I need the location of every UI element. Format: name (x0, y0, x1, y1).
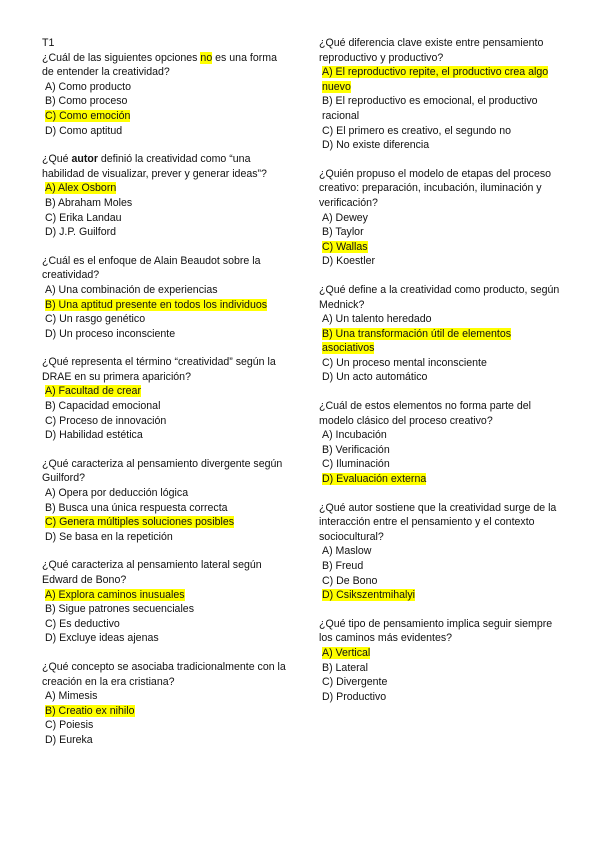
answer-text: A) Maslow (322, 545, 372, 558)
answer-text: D) Un acto automático (322, 371, 428, 384)
answer-option (42, 384, 290, 399)
question-text (319, 399, 565, 428)
answer-option (42, 602, 290, 617)
answer-text: D) Como aptitud (45, 124, 123, 137)
correct-answer-text: A) Alex Osborn (45, 182, 117, 195)
answer-option (42, 689, 290, 704)
answer-text: B) Abraham Moles (45, 196, 133, 209)
answer-option (319, 65, 565, 94)
question-text (319, 617, 565, 646)
left-column (42, 36, 290, 762)
answer-option (42, 196, 290, 211)
correct-answer-text: A) El reproductivo repite, el productivo crea algo nuevo (322, 66, 549, 93)
answer-text: A) Una combinación de experiencias (45, 283, 218, 296)
answer-text: D) Se basa en la repetición (45, 530, 173, 543)
answer-option (42, 181, 290, 196)
answer-text: C) Divergente (322, 676, 388, 689)
answer-option (319, 240, 565, 255)
answer-option (42, 109, 290, 124)
correct-answer-text: A) Facultad de crear (45, 385, 141, 398)
answer-option (319, 646, 565, 661)
correct-answer-text: B) Una aptitud presente en todos los individuos (45, 298, 268, 311)
question-block (319, 617, 565, 705)
question-text-part: definió la creatividad como “una habilidad de visualizar, prever y generar ideas”? (42, 153, 267, 180)
answer-option (319, 675, 565, 690)
question-block (42, 558, 290, 646)
answer-text: D) Habilidad estética (45, 429, 143, 442)
question-text (319, 283, 565, 312)
question-text (42, 51, 290, 80)
correct-answer-text: C) Como emoción (45, 109, 131, 122)
answer-text: D) J.P. Guilford (45, 226, 117, 239)
answer-option (42, 530, 290, 545)
question-text-part: ¿Qué concepto se asociaba tradicionalmente con la creación en la era cristiana? (42, 660, 286, 688)
answer-text: C) Iluminación (322, 458, 390, 471)
answer-text: D) No existe diferencia (322, 139, 430, 152)
answer-option (319, 457, 565, 472)
correct-answer-text: B) Una transformación útil de elementos asociativos (322, 327, 512, 355)
question-text-part: ¿Cuál es el enfoque de Alain Beaudot sobre la creatividad? (42, 254, 261, 282)
answer-text: D) Productivo (322, 690, 387, 703)
question-block (42, 660, 290, 748)
question-block (42, 51, 290, 139)
answer-text: D) Excluye ideas ajenas (45, 632, 159, 645)
question-text (319, 501, 565, 545)
answer-text: B) Sigue patrones secuenciales (45, 603, 194, 616)
question-block (42, 457, 290, 545)
answer-text: B) Capacidad emocional (45, 400, 161, 413)
answer-option (42, 414, 290, 429)
question-text (42, 254, 290, 283)
answer-option (42, 211, 290, 226)
answer-option (319, 138, 565, 153)
answer-option (319, 94, 565, 123)
question-text (319, 36, 565, 65)
question-keyword: no (200, 51, 213, 64)
correct-answer-text: C) Genera múltiples soluciones posibles (45, 516, 235, 529)
question-text (42, 457, 290, 486)
question-block (42, 355, 290, 443)
answer-text: D) Eureka (45, 733, 93, 746)
answer-option (42, 501, 290, 516)
answer-option (42, 733, 290, 748)
correct-answer-text: D) Csikszentmihalyi (322, 589, 416, 602)
answer-option (42, 80, 290, 95)
answer-text: B) Freud (322, 560, 364, 572)
document-title: T1 (42, 37, 55, 49)
answer-option (319, 211, 565, 226)
answer-text: B) El reproductivo es emocional, el productivo racional (322, 95, 538, 122)
answer-option (319, 472, 565, 487)
answer-text: B) Lateral (322, 661, 368, 674)
question-text-part: ¿Cuál de las siguientes opciones (42, 51, 201, 64)
question-block (319, 283, 565, 385)
question-text-part: ¿Qué (42, 153, 72, 166)
left-question-list (42, 51, 290, 748)
answer-text: A) Como producto (45, 80, 131, 93)
answer-option (42, 718, 290, 733)
correct-answer-text: A) Vertical (322, 646, 371, 659)
question-text-part: ¿Quién propuso el modelo de etapas del proceso creativo: preparación, incubación, iluminación y verificación? (319, 167, 552, 209)
question-text-part: ¿Qué define a la creatividad como producto, según Mednick? (319, 283, 560, 311)
answer-text: B) Como proceso (45, 95, 128, 108)
answer-option (319, 544, 565, 559)
correct-answer-text: C) Wallas (322, 240, 368, 253)
answer-option (319, 661, 565, 676)
answer-option (319, 559, 565, 574)
question-text (42, 355, 290, 384)
answer-text: C) Un proceso mental inconsciente (322, 356, 487, 369)
answer-option (42, 124, 290, 139)
question-block (42, 254, 290, 342)
question-text-part: ¿Cuál de estos elementos no forma parte del modelo clásico del proceso creativo? (319, 400, 531, 427)
answer-text: B) Verificación (322, 443, 390, 456)
question-block (319, 399, 565, 487)
question-text-part: ¿Qué caracteriza al pensamiento lateral según Edward de Bono? (42, 559, 262, 586)
answer-option (42, 515, 290, 530)
answer-option (42, 486, 290, 501)
correct-answer-text: B) Creatio ex nihilo (45, 704, 135, 717)
answer-option (319, 690, 565, 705)
answer-option (319, 588, 565, 603)
question-text (42, 558, 290, 587)
answer-text: C) Poiesis (45, 719, 94, 732)
answer-option (319, 356, 565, 371)
answer-option (319, 254, 565, 269)
answer-text: A) Mimesis (45, 690, 98, 703)
answer-text: C) De Bono (322, 574, 378, 587)
answer-option (42, 631, 290, 646)
question-text-part: ¿Qué representa el término “creatividad” según la DRAE en su primera aparición? (42, 356, 276, 383)
answer-option (319, 124, 565, 139)
answer-option (319, 428, 565, 443)
answer-text: B) Busca una única respuesta correcta (45, 501, 228, 514)
answer-option (42, 225, 290, 240)
answer-text: B) Taylor (322, 226, 364, 239)
answer-option (319, 225, 565, 240)
question-block (319, 501, 565, 603)
question-block (319, 167, 565, 269)
answer-text: D) Koestler (322, 255, 375, 268)
answer-text: C) Proceso de innovación (45, 414, 167, 427)
question-block (42, 152, 290, 240)
answer-option (319, 574, 565, 589)
answer-text: C) Es deductivo (45, 617, 120, 630)
answer-option (42, 704, 290, 719)
answer-text: D) Un proceso inconsciente (45, 327, 176, 340)
question-keyword: autor (71, 153, 98, 166)
right-question-list (319, 36, 565, 704)
answer-text: C) Erika Landau (45, 211, 122, 224)
answer-option (42, 428, 290, 443)
question-text-part: ¿Qué autor sostiene que la creatividad surge de la interacción entre el pensamiento y el contexto sociocultural? (319, 501, 557, 543)
question-text-part: ¿Qué caracteriza al pensamiento divergente según Guilford? (42, 457, 283, 485)
answer-option (42, 283, 290, 298)
correct-answer-text: A) Explora caminos inusuales (45, 588, 185, 601)
question-text (42, 152, 290, 181)
answer-option (319, 443, 565, 458)
right-column (319, 36, 565, 718)
answer-text: A) Incubación (322, 429, 387, 442)
answer-option (319, 370, 565, 385)
answer-text: C) El primero es creativo, el segundo no (322, 124, 512, 137)
answer-text: C) Un rasgo genético (45, 313, 146, 326)
answer-option (42, 94, 290, 109)
answer-option (319, 327, 565, 356)
correct-answer-text: D) Evaluación externa (322, 473, 427, 486)
answer-text: A) Dewey (322, 211, 368, 224)
answer-text: A) Opera por deducción lógica (45, 487, 189, 500)
answer-option (42, 588, 290, 603)
answer-option (319, 312, 565, 327)
question-text-part: ¿Qué diferencia clave existe entre pensamiento reproductivo y productivo? (319, 37, 544, 64)
answer-option (42, 617, 290, 632)
answer-text: A) Un talento heredado (322, 313, 432, 326)
question-text-part: es una forma de entender la creatividad? (42, 51, 277, 79)
answer-option (42, 298, 290, 313)
question-text-part: ¿Qué tipo de pensamiento implica seguir siempre los caminos más evidentes? (319, 617, 553, 645)
question-text (42, 660, 290, 689)
question-block (319, 36, 565, 153)
answer-option (42, 399, 290, 414)
answer-option (42, 327, 290, 342)
answer-option (42, 312, 290, 327)
question-text (319, 167, 565, 211)
